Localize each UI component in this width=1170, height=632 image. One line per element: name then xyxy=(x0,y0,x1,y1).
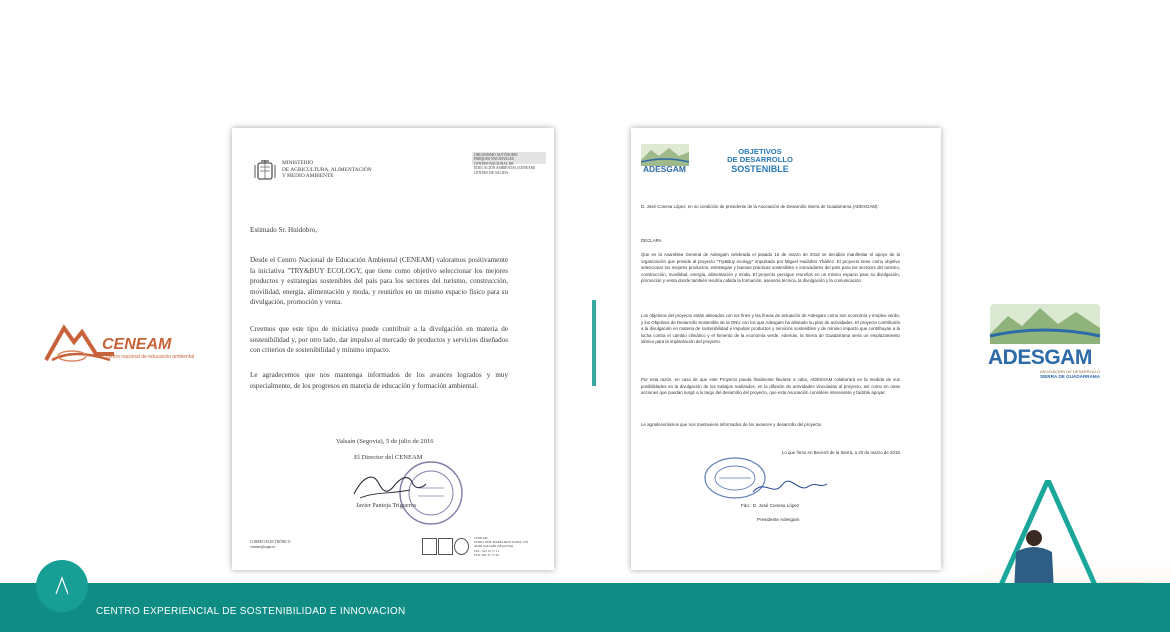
letter2-place-date: Lo que firmo en Becerril de la Sierra, a 20 de marzo de 2018. xyxy=(781,450,901,455)
adesgam-logo xyxy=(988,302,1102,382)
ods-logo: OBJETIVOS DE DESARROLLO SOSTENIBLE xyxy=(727,147,793,174)
ministry-header: MINISTERIO DE AGRICULTURA, ALIMENTACIÓN Y MEDIO AMBIENTE xyxy=(282,160,372,180)
letter2-intro: D. José Conesa López, en su condición de presidente de la Asociación de Desarrollo Sierra de Guadarrama (ADESGAM): xyxy=(641,204,879,209)
letter1-paragraph: Desde el Centro Nacional de Educación Ambiental (CENEAM) valoramos positivamente la iniciativa "TRY&BUY ECOLOGY, que tiene como objetivo seleccionar los mejores productos y estrategias sostenibles del país para los sectores del turismo, construcción, movilidad, energía, alimentación y moda, y reunirlos en un mismo espacio físico para su divulgación, promoción y venta. xyxy=(250,256,508,307)
letter2-paragraph: Por esta razón, en caso de que este Proyecto pueda finalmente llevarse a cabo, ADESGAM colaborará en la medida de sus posibilidades en la divulgación de los trabajos realizados, en la difusión de actividades vinculadas al proyecto, así como en otras acciones que puedan surgir a lo largo del desarrollo del proyecto, que esta Asociación considere interesante y factible apoyar. xyxy=(641,377,900,396)
letter2-paragraph: Le agradeceríamos que nos mantuviera informados de los avances y desarrollo del proyecto. xyxy=(641,422,823,427)
letter2-signer: Fdo.: D. José Conesa López xyxy=(741,503,800,508)
letter1-place-date: Valsaín (Segovia), 5 de julio de 2016 xyxy=(336,438,434,445)
letter2-signer-title: Presidente Adesgam xyxy=(757,517,800,522)
adesgam-logo-sub2: SIERRA DE GUADARRAMA xyxy=(1040,374,1101,379)
letter2-paragraph: Los objetivos del proyecto están alineados con los fines y las líneas de actuación de Adesgam como son economía y empleo verde, y los Objetivos de Desarrollo Sostenible de la ONU con los que Adesgam ha alineado su plan de actividades. El proyecto contribuiría a la divulgación en materia de sostenibilidad e impulsar productos y servicios sostenibles y de mínimo impacto que contribuyan a la lucha contra el cambio climático y el fomento de la economía verde. Además, la Sierra de Guadarrama sería un emplazamiento idóneo para la implantación del proyecto. xyxy=(641,313,900,345)
letter1-footer-address: CENEAM PASEO JOSÉ MARÍA RUIZ DANA, S/N 40109 VALSAÍN (SEGOVIA) TEL.: 921 47 17 11 FAX: 921 47 17 46 xyxy=(474,536,528,557)
vertical-divider xyxy=(592,300,596,386)
letter1-greeting: Estimado Sr. Huidobro, xyxy=(250,226,317,234)
coat-of-arms-icon xyxy=(254,158,276,184)
signature-icon xyxy=(350,468,430,504)
caret-up-icon xyxy=(36,560,88,612)
footer-title: CENTRO EXPERIENCIAL DE SOSTENIBILIDAD E INNOVACION xyxy=(96,606,406,617)
institution-stamp: ORGANISMO AUTÓNOMO PARQUES NACIONALES CENTRO NACIONAL DE EDUCACIÓN AMBIENTAL (CENEAM) CENTRO DE SALIDA xyxy=(472,152,546,188)
footer-logo-circle xyxy=(36,560,88,612)
adesgam-logo-sub1: ASOCIACIÓN DE DESARROLLO xyxy=(1040,369,1101,374)
letter1-paragraph: Creemos que este tipo de iniciativa puede contribuir a la divulgación en materia de sostenibilidad y, por otro lado, dar impulso al mercado de productos y servicios diseñados con criterios de sostenibilidad y mínimo impacto. xyxy=(250,325,508,355)
certification-badges xyxy=(422,538,468,558)
adesgam-logo-name: ADESGAM xyxy=(988,346,1092,369)
letter1-paragraph: Le agradecemos que nos mantenga informados de los avances logrados y muy especialmente, de los progresos en materia de educación y formación ambiental. xyxy=(250,371,508,390)
mountain-icon xyxy=(641,144,689,166)
letter1-director-title: El Director del CENEAM xyxy=(354,454,423,461)
ceneam-logo xyxy=(44,318,204,368)
ceneam-logo-subtitle: centro nacional de educación ambiental xyxy=(106,354,195,360)
adesgam-mountain-icon xyxy=(988,302,1102,348)
ceneam-letter xyxy=(232,128,554,570)
letter1-footer-contact: CORREO ELECTRÓNICO ceneam@oapn.es xyxy=(250,540,291,549)
ceneam-logo-name: CENEAM xyxy=(102,336,172,353)
adesgam-small-logo xyxy=(641,144,689,176)
adesgam-small-name: ADESGAM xyxy=(643,164,686,174)
letter2-declara: DECLARA xyxy=(641,238,662,243)
letter2-paragraph: Que en la Asamblea General de Adesgam celebrada el pasado 16 de marzo de 2018 se decidión manifestar el apoyo de la organización que preside al proyecto "Try&Buy ecology" impulsado por Miguel Huidobro Ybáñez. El proyecto tiene como objetivo seleccionar los mejores productos, estrategias y buenas prácticas sostenibles e innovadores del país para los sectores del turismo, construcción, movilidad, energía, alimentación y moda. El proyecto persigue reunirlos en un mismo espacio para su divulgación, promoción y venta donde también tendría cabida la formación, asesoría técnica, la divulgación y la comunicación. xyxy=(641,252,900,284)
letter1-signer: Javier Pantoja Trigueros xyxy=(356,502,417,509)
